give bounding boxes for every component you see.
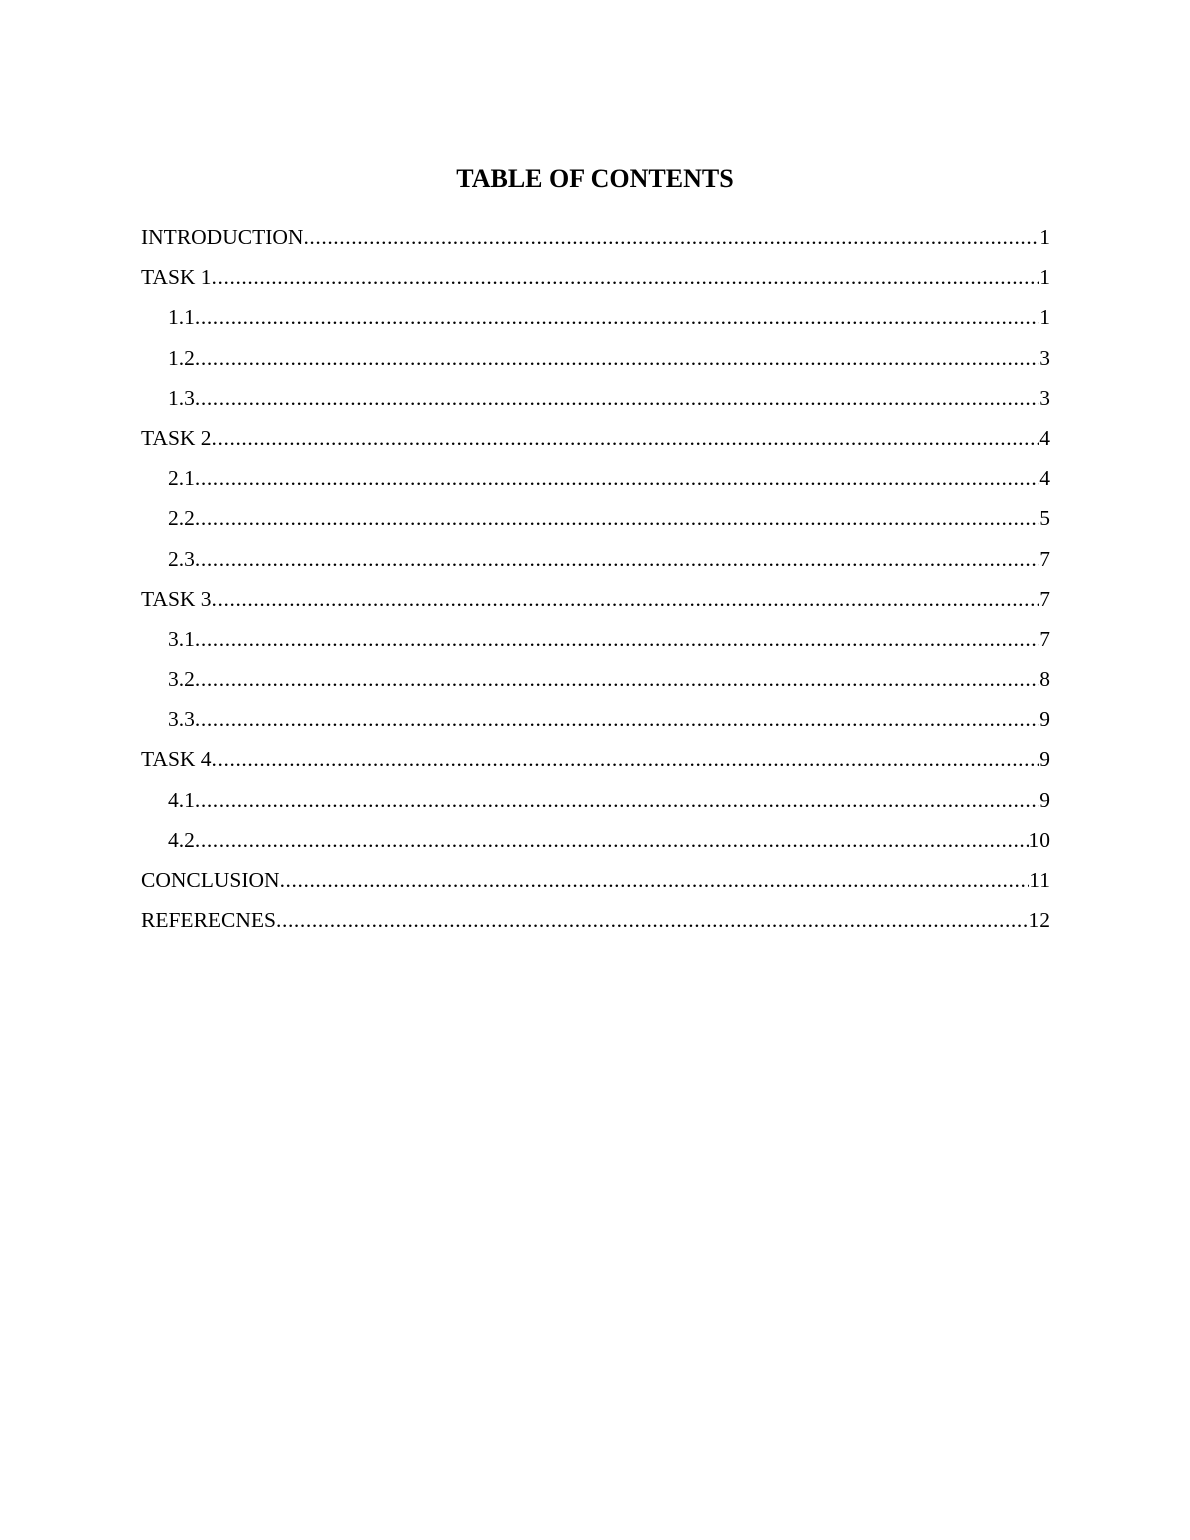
toc-entry-label: 2.3 xyxy=(168,546,195,571)
toc-entry-page: 12 xyxy=(1028,908,1050,933)
toc-leader-dots xyxy=(212,739,1040,779)
toc-entry-label: TASK 2 xyxy=(141,425,212,450)
toc-entry[interactable] xyxy=(141,699,1050,739)
toc-entry-page: 1 xyxy=(1039,305,1050,330)
toc-leader-dots xyxy=(195,539,1039,579)
toc-entry[interactable] xyxy=(141,900,1050,940)
toc-leader-dots xyxy=(195,619,1039,659)
toc-leader-dots xyxy=(195,458,1039,498)
toc-leader-dots xyxy=(195,659,1039,699)
toc-entry[interactable] xyxy=(141,579,1050,619)
toc-entry[interactable] xyxy=(141,739,1050,779)
toc-entry[interactable] xyxy=(141,780,1050,820)
toc-entry-label: 3.3 xyxy=(168,707,195,732)
toc-leader-dots xyxy=(195,699,1039,739)
toc-entry-page: 9 xyxy=(1039,787,1050,812)
toc-entry[interactable] xyxy=(141,860,1050,900)
toc-entry-page: 3 xyxy=(1039,345,1050,370)
toc-leader-dots xyxy=(276,900,1029,940)
toc-entry-page: 10 xyxy=(1028,827,1050,852)
toc-entry[interactable] xyxy=(141,539,1050,579)
toc-entry-page: 1 xyxy=(1039,225,1050,249)
toc-entry-label: INTRODUCTION xyxy=(141,225,304,249)
toc-entry-page: 7 xyxy=(1039,586,1050,611)
toc-entry-page: 4 xyxy=(1039,466,1050,491)
toc-entry-label: REFERECNES xyxy=(141,908,276,933)
toc-entry-label: 4.1 xyxy=(168,787,195,812)
toc-entry-label: 2.1 xyxy=(168,466,195,491)
toc-entry-page: 9 xyxy=(1039,747,1050,772)
toc-entry[interactable] xyxy=(141,297,1050,337)
toc-entry-label: CONCLUSION xyxy=(141,868,280,892)
toc-list xyxy=(141,217,1050,940)
toc-leader-dots xyxy=(195,498,1039,538)
toc-entry-page: 3 xyxy=(1039,385,1050,410)
toc-leader-dots xyxy=(195,780,1039,820)
toc-entry-label: 3.2 xyxy=(168,667,195,692)
toc-leader-dots xyxy=(212,418,1040,458)
toc-entry-label: TASK 4 xyxy=(141,747,212,772)
toc-entry-page: 4 xyxy=(1039,425,1050,450)
toc-entry[interactable] xyxy=(141,418,1050,458)
toc-entry-label: 1.3 xyxy=(168,385,195,410)
toc-entry-label: 1.1 xyxy=(168,305,195,330)
toc-title: TABLE OF CONTENTS xyxy=(456,164,734,193)
toc-entry[interactable] xyxy=(141,338,1050,378)
toc-entry-page: 5 xyxy=(1039,506,1050,531)
toc-entry-label: TASK 1 xyxy=(141,265,212,290)
toc-entry-label: 3.1 xyxy=(168,626,195,651)
toc-leader-dots xyxy=(212,579,1040,619)
toc-entry[interactable] xyxy=(141,659,1050,699)
toc-entry-page: 1 xyxy=(1039,265,1050,290)
toc-entry-label: 4.2 xyxy=(168,827,195,852)
toc-leader-dots xyxy=(303,217,1039,257)
toc-entry-page: 7 xyxy=(1039,546,1050,571)
toc-entry[interactable] xyxy=(141,498,1050,538)
toc-leader-dots xyxy=(195,297,1039,337)
toc-entry-label: 1.2 xyxy=(168,345,195,370)
toc-entry-label: 2.2 xyxy=(168,506,195,531)
toc-leader-dots xyxy=(195,338,1039,378)
toc-entry-label: TASK 3 xyxy=(141,586,212,611)
toc-leader-dots xyxy=(195,820,1029,860)
toc-leader-dots xyxy=(212,257,1040,297)
toc-entry[interactable] xyxy=(141,378,1050,418)
toc-entry-page: 8 xyxy=(1039,667,1050,692)
toc-entry[interactable] xyxy=(141,257,1050,297)
toc-leader-dots xyxy=(280,860,1030,900)
toc-leader-dots xyxy=(195,378,1039,418)
toc-entry[interactable] xyxy=(141,820,1050,860)
toc-entry[interactable] xyxy=(141,217,1050,257)
toc-entry-page: 7 xyxy=(1039,626,1050,651)
toc-entry-page: 11 xyxy=(1029,868,1050,892)
toc-entry[interactable] xyxy=(141,619,1050,659)
toc-entry-page: 9 xyxy=(1039,707,1050,732)
toc-entry[interactable] xyxy=(141,458,1050,498)
